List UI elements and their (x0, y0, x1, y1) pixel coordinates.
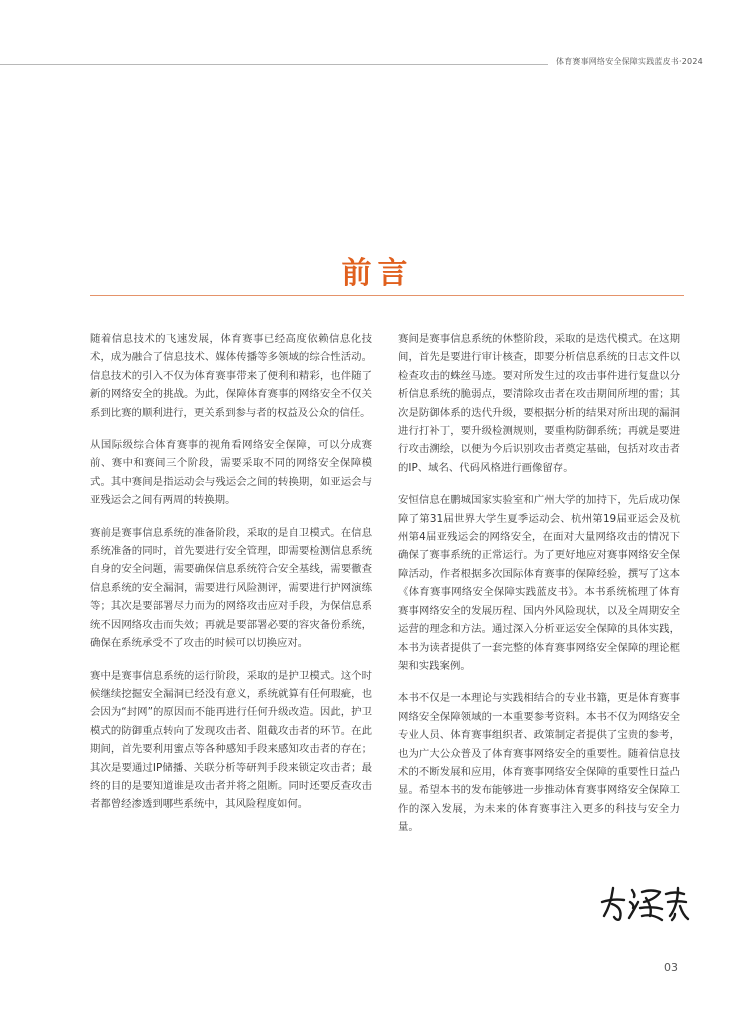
paragraph: 安恒信息在鹏城国家实验室和广州大学的加持下，先后成功保障了第31届世界大学生夏季运动会、杭州第19届亚运会及杭州第4届亚残运会的网络安全，在面对大量网络攻击的情况下确保了赛事系统的正常运行。为了更好地应对赛事网络安全保障活动，作者根据多次国际体育赛事的保障经验，撰写了这本《体育赛事网络安全保障实践蓝皮书》。本书系统梳理了体育赛事网络安全的发展历程、国内外风险现状，以及全周期安全运营的理念和方法。通过深入分析亚运安全保障的具体实践，本书为读者提供了一套完整的体育赛事网络安全保障的理论框架和实践案例。 (398, 494, 680, 672)
page-number: 03 (664, 961, 678, 974)
header-rule (0, 64, 548, 65)
handwritten-signature (598, 880, 692, 924)
paragraph: 随着信息技术的飞速发展，体育赛事已经高度依赖信息化技术，成为融合了信息技术、媒体传播等多领域的综合性活动。信息技术的引入不仅为体育赛事带来了便利和精彩，也伴随了新的网络安全的挑战。为此，保障体育赛事的网络安全不仅关系到比赛的顺利进行，更关系到参与者的权益及公众的信任。 (90, 333, 372, 419)
left-column (90, 330, 372, 828)
page-title: 前言 (341, 256, 414, 291)
paragraph: 从国际级综合体育赛事的视角看网络安全保障，可以分成赛前、赛中和赛间三个阶段，需要采取不同的网络安全保障模式。其中赛间是指运动会与残运会之间的转换期，如亚运会与亚残运会之间有两周的转换期。 (90, 439, 372, 507)
title-rule (90, 295, 684, 296)
paragraph: 赛中是赛事信息系统的运行阶段，采取的是护卫模式。这个时候继续挖掘安全漏洞已经没有意义，系统就算有任何瑕疵，也会因为“封网”的原因而不能再进行任何升级改造。因此，护卫模式的防御重点转向了发现攻击者、阻截攻击者的环节。在此期间，首先要利用蜜点等各种感知手段来感知攻击者的存在；其次是要通过IP储播、关联分析等研判手段来锁定攻击者；最终的目的是要知道谁是攻击者并将之阻断。同时还要反查攻击者都曾经渗透到哪些系统中，其风险程度如何。 (90, 669, 372, 811)
paragraph: 本书不仅是一本理论与实践相结合的专业书籍，更是体育赛事网络安全保障领域的一本重要参考资料。本书不仅为网络安全专业人员、体育赛事组织者、政策制定者提供了宝贵的参考，也为广大公众普及了体育赛事网络安全的重要性。随着信息技术的不断发展和应用，体育赛事网络安全保障的重要性日益凸显。希望本书的发布能够进一步推动体育赛事网络安全保障工作的深入发展，为未来的体育赛事注入更多的科技与安全力量。 (398, 692, 680, 834)
paragraph: 赛间是赛事信息系统的休整阶段，采取的是迭代模式。在这期间，首先是要进行审计核查，即要分析信息系统的日志文件以检查攻击的蛛丝马迹。要对所发生过的攻击事件进行复盘以分析信息系统的脆弱点，要清除攻击者在攻击期间所埋的雷；其次是防御体系的迭代升级，要根据分析的结果对所出现的漏洞进行打补丁，要升级检测规则，要重构防御系统；再就是要进行攻击溯绘，以便为今后识别攻击者奠定基础，包括对攻击者的IP、域名、代码风格进行画像留存。 (398, 333, 680, 474)
paragraph: 赛前是赛事信息系统的准备阶段，采取的是自卫模式。在信息系统准备的同时，首先要进行安全管理，即需要检测信息系统自身的安全问题，需要确保信息系统符合安全基线，需要徹查信息系统的安全漏洞，需要进行风险测评，需要进行护网演练等；其次是要部署尽力而为的网络攻击应对手段，为保信息系统不因网络攻击而失效；再就是要部署必要的容灾备份系统，确保在系统承受不了攻击的时候可以切换应对。 (90, 526, 372, 650)
running-head: 体育赛事网络安全保障实践蓝皮书·2024 (556, 57, 703, 66)
right-column (398, 330, 680, 851)
